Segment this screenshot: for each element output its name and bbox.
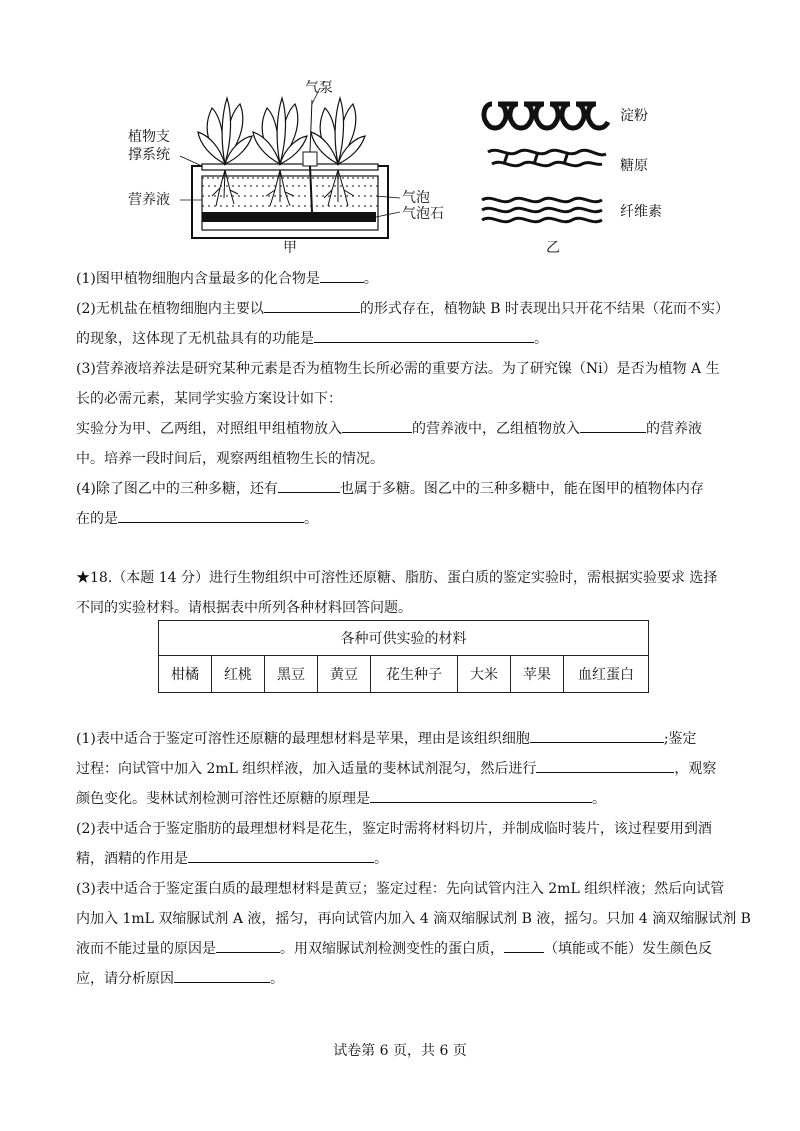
question-18-body (76, 724, 751, 994)
tank-outer (192, 166, 388, 238)
answer-blank[interactable] (536, 757, 674, 773)
caption-jia: 甲 (283, 240, 297, 256)
answer-blank[interactable] (504, 937, 544, 953)
table-cell: 红桃 (212, 656, 265, 693)
table-cell: 柑橘 (159, 656, 212, 693)
q18-intro-line2: 不同的实验材料。请根据表中所列各种材料回答问题。 (76, 600, 412, 616)
q18-sub3: (3)表中适合于鉴定蛋白质的最理想材料是黄豆；鉴定过程：先向试管内注入 2mL 组织样液；然后向试管 (76, 881, 725, 897)
answer-blank[interactable] (314, 327, 534, 343)
label-support-system: 植物支 撑系统 (128, 129, 170, 163)
table-cell: 黑豆 (265, 656, 318, 693)
q17-part2-cont: 的现象，这体现了无机盐具有的功能是 。 (76, 324, 736, 354)
answer-blank[interactable] (278, 477, 340, 493)
q18-sub1-line3: 颜色变化。斐林试剂检测可溶性还原糖的原理是 。 (76, 784, 736, 814)
plant-1 (198, 98, 252, 164)
label-starch: 淀粉 (620, 108, 648, 124)
answer-blank[interactable] (118, 507, 304, 523)
q17-part4: (4)除了图乙中的三种多糖，还有 也属于多糖。图乙中的三种多糖中，能在图甲的植物体内存 (76, 474, 736, 504)
table-cell: 花生种子 (371, 656, 458, 693)
q17-part3-line4: 中。培养一段时间后，观察两组植物生长的情况。 (76, 451, 384, 467)
label-nutrient-solution: 营养液 (128, 192, 170, 208)
answer-blank[interactable] (370, 787, 592, 803)
table-cell: 大米 (458, 656, 511, 693)
q18-sub2: (2)表中适合于鉴定脂肪的最理想材料是花生，鉴定时需将材料切片，并制成临时装片，该过程要用到酒 (76, 821, 712, 837)
label-cellulose: 纤维素 (620, 204, 662, 220)
answer-blank[interactable] (320, 267, 364, 283)
answer-blank[interactable] (530, 727, 664, 743)
question-18-intro (76, 563, 736, 623)
label-glycogen: 糖原 (620, 158, 648, 174)
q17-part4-cont: 在的是 。 (76, 504, 736, 534)
answer-blank[interactable] (174, 967, 270, 983)
table-cell: 黄豆 (318, 656, 371, 693)
q18-sub3-line3: 液而不能过量的原因是 。用双缩脲试剂检测变性的蛋白质， （填能或不能）发生颜色反 (76, 934, 736, 964)
cellulose-chain (482, 198, 602, 221)
table-cell: 苹果 (511, 656, 564, 693)
label-air-pump: 气泵 (305, 80, 333, 96)
plant-3 (311, 98, 365, 164)
plant-2 (253, 98, 307, 164)
q17-part3-line3: 实验分为甲、乙两组，对照组甲组植物放入 的营养液中，乙组植物放入 的营养液 (76, 414, 736, 444)
answer-blank[interactable] (580, 417, 646, 433)
label-bubble: 气泡 (402, 190, 430, 206)
q17-part3: (3)营养液培养法是研究某种元素是否为植物生长所必需的重要方法。为了研究镍（Ni）是否为植物 A 生 (76, 361, 720, 377)
q18-sub2-line2: 精，酒精的作用是 。 (76, 844, 736, 874)
table-cell: 血红蛋白 (564, 656, 649, 693)
answer-blank[interactable] (216, 937, 280, 953)
starch-chain (484, 104, 608, 128)
answer-blank[interactable] (188, 847, 374, 863)
bubble-stone (202, 212, 376, 222)
table-header: 各种可供实验的材料 (159, 621, 649, 656)
q18-sub1-line2: 过程：向试管中加入 2mL 组织样液，加入适量的斐林试剂混匀，然后进行 ，观察 (76, 754, 736, 784)
q18-sub3-line2: 内加入 1mL 双缩脲试剂 A 液，摇匀，再向试管内加入 4 滴双缩脲试剂 B 液，摇匀。只加 4 滴双缩脲试剂 B (76, 911, 751, 927)
support-board (202, 164, 378, 170)
label-bubble-stone: 气泡石 (402, 206, 444, 222)
air-pump (303, 152, 317, 166)
q18-intro-line1: ★18.（本题 14 分）进行生物组织中可溶性还原糖、脂肪、蛋白质的鉴定实验时，需根据实验要求 选择 (76, 570, 718, 586)
caption-yi: 乙 (546, 240, 560, 256)
answer-blank[interactable] (264, 297, 360, 313)
materials-table (158, 620, 649, 693)
figure-jia (180, 78, 400, 258)
q17-part1: (1)图甲植物细胞内含量最多的化合物是 。 (76, 264, 736, 294)
figure-yi (478, 92, 614, 232)
page-footer: 试卷第 6 页，共 6 页 (333, 1043, 467, 1059)
glycogen-chain (488, 150, 606, 165)
q18-sub3-line4: 应，请分析原因 。 (76, 964, 736, 994)
answer-blank[interactable] (342, 417, 412, 433)
q17-part3-line2: 长的必需元素，某同学实验方案设计如下： (76, 391, 342, 407)
q18-sub1: (1)表中适合于鉴定可溶性还原糖的最理想材料是苹果，理由是该组织细胞 ;鉴定 (76, 724, 736, 754)
q17-part2: (2)无机盐在植物细胞内主要以 的形式存在，植物缺 B 时表现出只开花不结果（花而不实） (76, 294, 736, 324)
question-17-body (76, 264, 736, 534)
